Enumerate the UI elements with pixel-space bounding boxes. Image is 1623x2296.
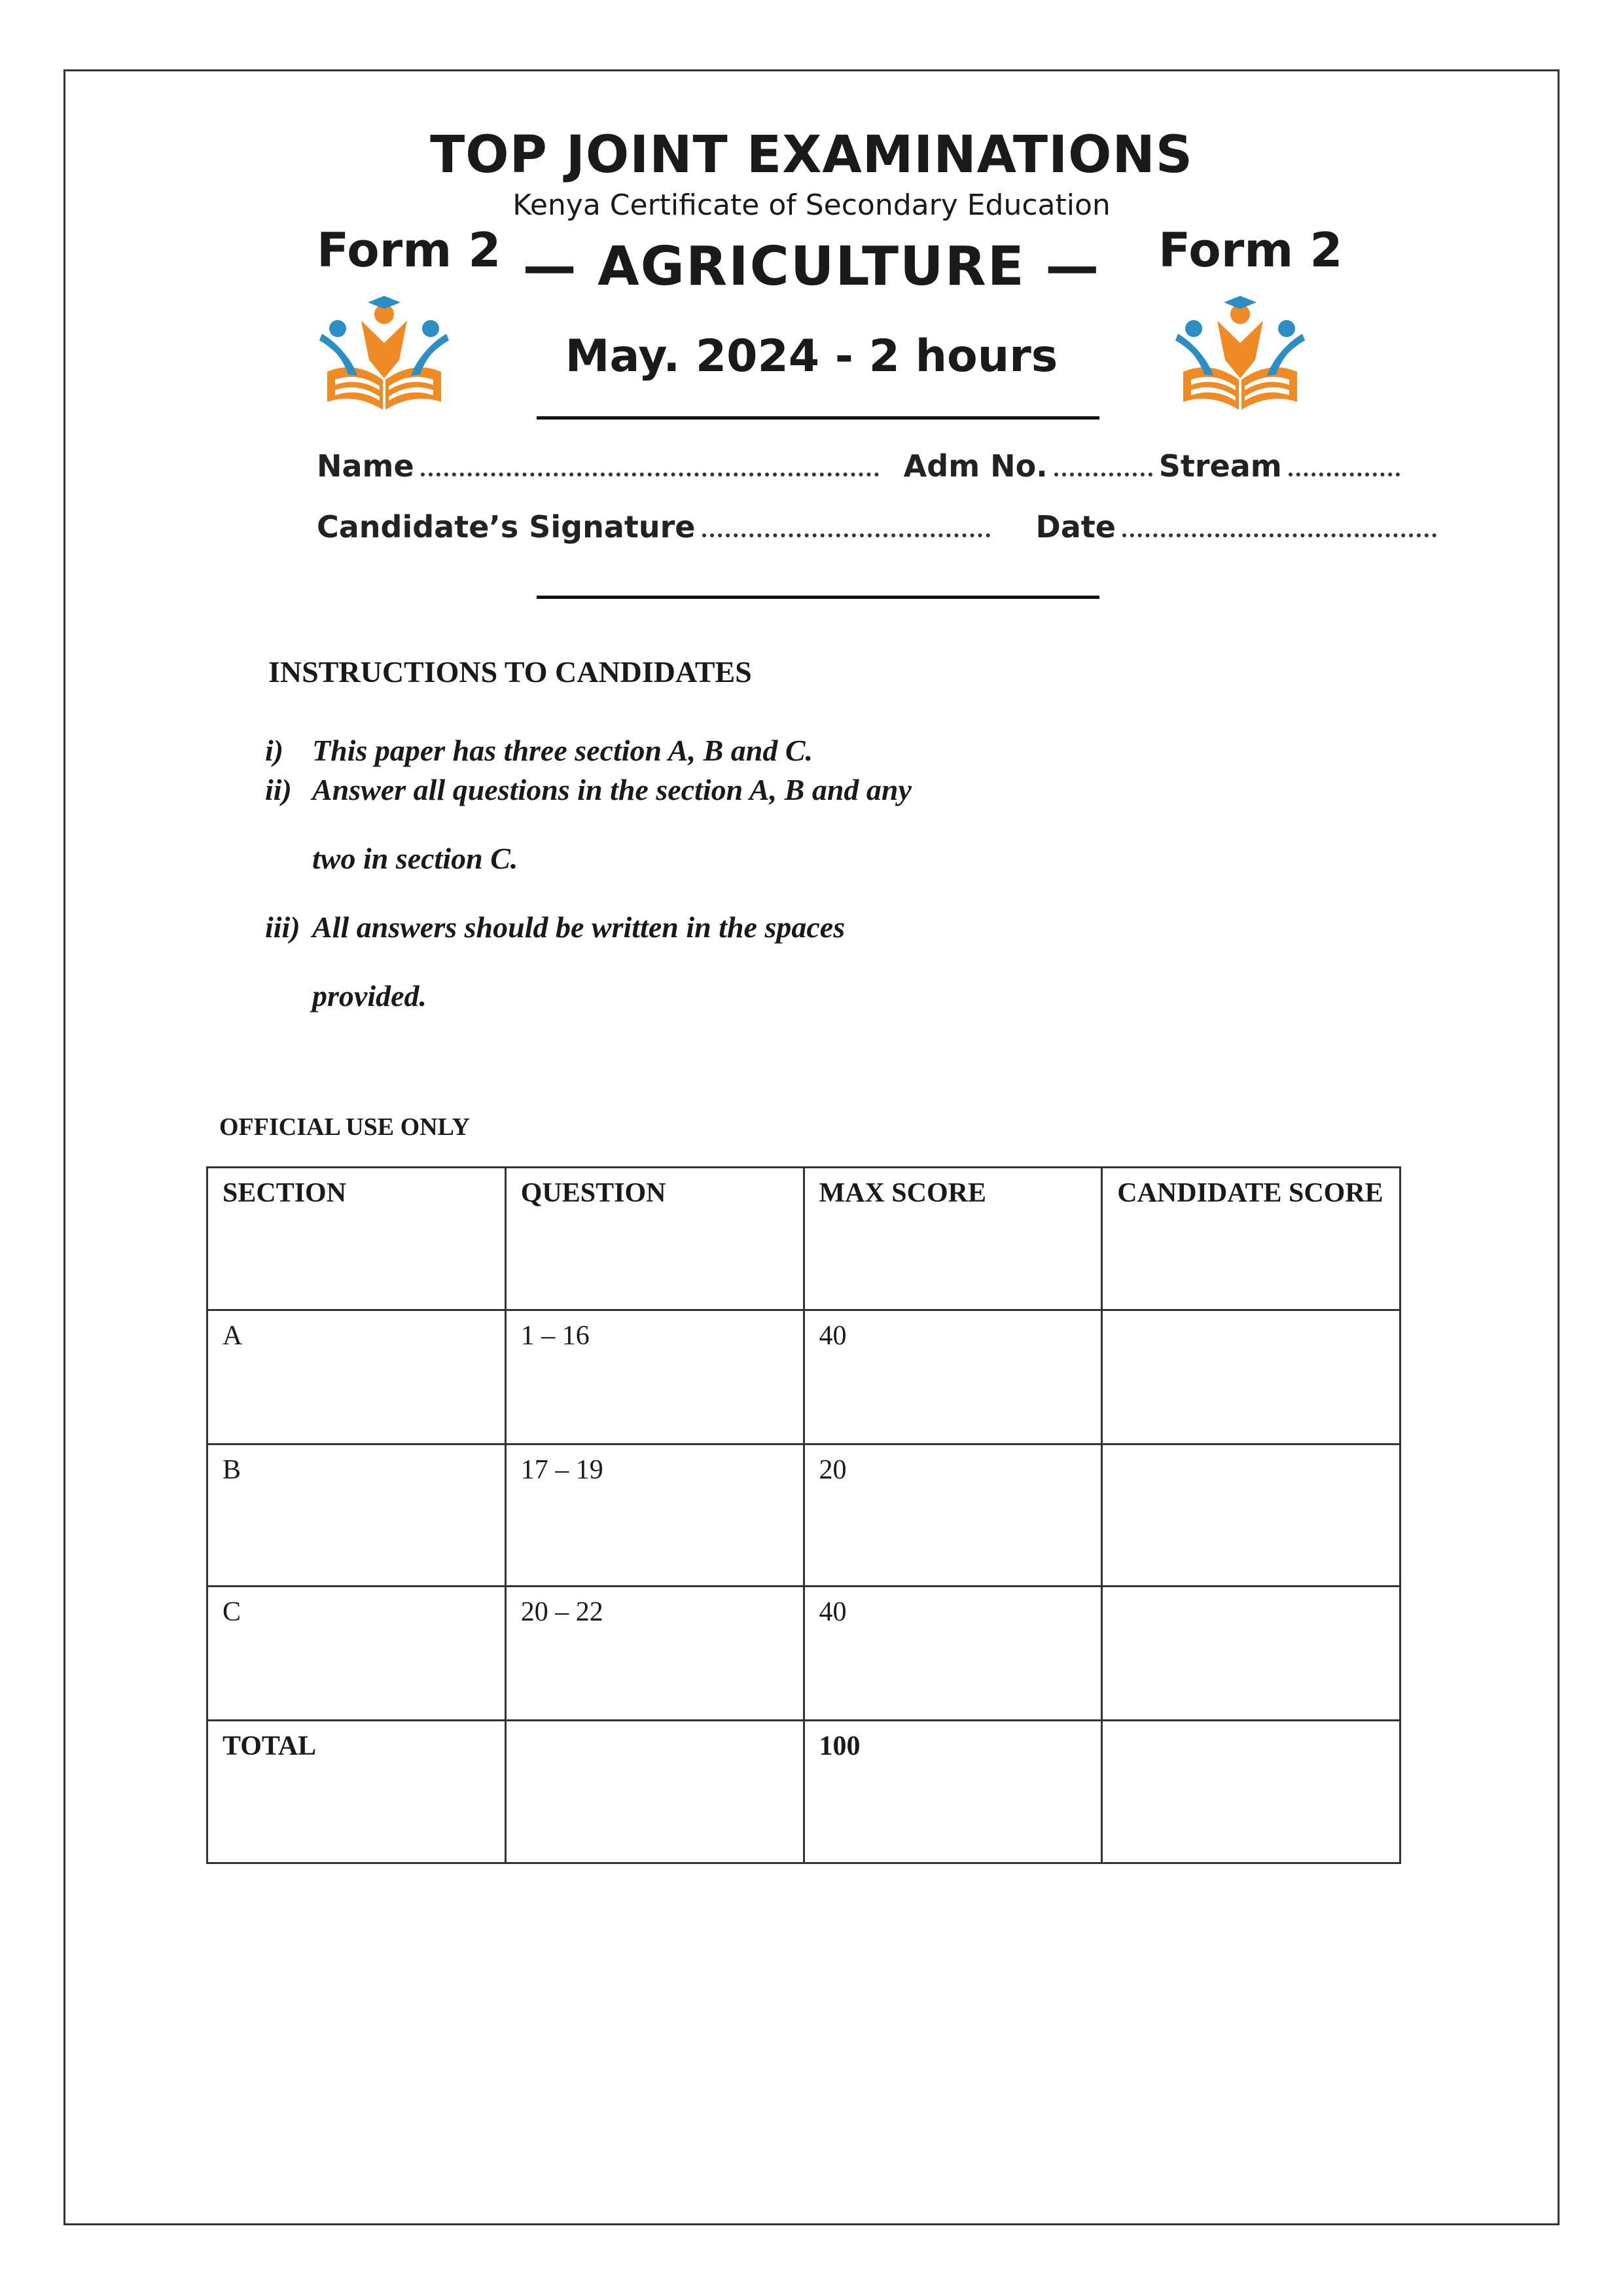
stream-field[interactable]: [1289, 450, 1400, 476]
table-header-row: [207, 1168, 1400, 1310]
instruction-text: This paper has three section A, B and C.: [312, 734, 813, 767]
exam-subtitle: Kenya Certificate of Secondary Education: [512, 188, 1111, 222]
table-row: [207, 1444, 1400, 1587]
instruction-number: iii): [265, 910, 300, 944]
header-divider: [537, 416, 1099, 420]
question-cell: [505, 1721, 804, 1863]
school-logo-icon: [315, 295, 453, 412]
table-row: [207, 1310, 1400, 1444]
instruction-text: All answers should be written in the spaces: [312, 910, 846, 944]
max-score-cell: 20: [804, 1444, 1102, 1587]
page-border: [63, 69, 1560, 2225]
column-header-question: QUESTION: [505, 1168, 804, 1310]
max-score-cell: 40: [804, 1310, 1102, 1444]
name-field[interactable]: [421, 450, 879, 476]
date-label: Date: [1035, 509, 1116, 545]
details-divider: [537, 596, 1099, 599]
section-cell: A: [207, 1310, 506, 1444]
score-table: [206, 1166, 1401, 1864]
section-cell: C: [207, 1587, 506, 1721]
instruction-number: ii): [265, 773, 292, 806]
question-cell: 17 – 19: [505, 1444, 804, 1587]
stream-label: Stream: [1158, 448, 1282, 484]
date-field[interactable]: [1122, 511, 1436, 537]
school-logo-icon: [1171, 295, 1309, 412]
table-row-total: [207, 1721, 1400, 1863]
section-cell: TOTAL: [207, 1721, 506, 1863]
max-score-cell: 100: [804, 1721, 1102, 1863]
exam-title: TOP JOINT EXAMINATIONS: [430, 126, 1193, 185]
max-score-cell: 40: [804, 1587, 1102, 1721]
instruction-item: [265, 772, 912, 807]
exam-date-duration: May. 2024 - 2 hours: [565, 331, 1058, 382]
column-header-section: SECTION: [207, 1168, 506, 1310]
adm-no-label: Adm No.: [903, 448, 1048, 484]
instruction-continuation: two in section C.: [312, 842, 518, 875]
candidate-details-row-2: [317, 509, 1443, 545]
signature-field[interactable]: [702, 511, 990, 537]
official-use-heading: OFFICIAL USE ONLY: [219, 1113, 470, 1141]
instructions-heading: INSTRUCTIONS TO CANDIDATES: [268, 655, 752, 689]
signature-label: Candidate’s Signature: [317, 509, 696, 545]
form-label-left: Form 2: [317, 223, 501, 278]
question-cell: 1 – 16: [505, 1310, 804, 1444]
column-header-max-score: MAX SCORE: [804, 1168, 1102, 1310]
candidate-score-cell[interactable]: [1102, 1587, 1400, 1721]
subject-title: — AGRICULTURE —: [522, 236, 1101, 298]
instruction-item: [265, 910, 845, 944]
instruction-continuation: provided.: [312, 979, 427, 1013]
form-label-right: Form 2: [1158, 223, 1343, 278]
adm-no-field[interactable]: [1054, 450, 1152, 476]
instruction-number: i): [265, 734, 284, 767]
table-row: [207, 1587, 1400, 1721]
instruction-text: Answer all questions in the section A, B and any: [312, 773, 912, 806]
instruction-item: [265, 733, 813, 768]
candidate-score-cell[interactable]: [1102, 1310, 1400, 1444]
section-cell: B: [207, 1444, 506, 1587]
name-label: Name: [317, 448, 414, 484]
candidate-score-cell[interactable]: [1102, 1444, 1400, 1587]
candidate-details-row-1: [317, 448, 1406, 484]
column-header-candidate-score: CANDIDATE SCORE: [1102, 1168, 1400, 1310]
candidate-score-cell[interactable]: [1102, 1721, 1400, 1863]
question-cell: 20 – 22: [505, 1587, 804, 1721]
